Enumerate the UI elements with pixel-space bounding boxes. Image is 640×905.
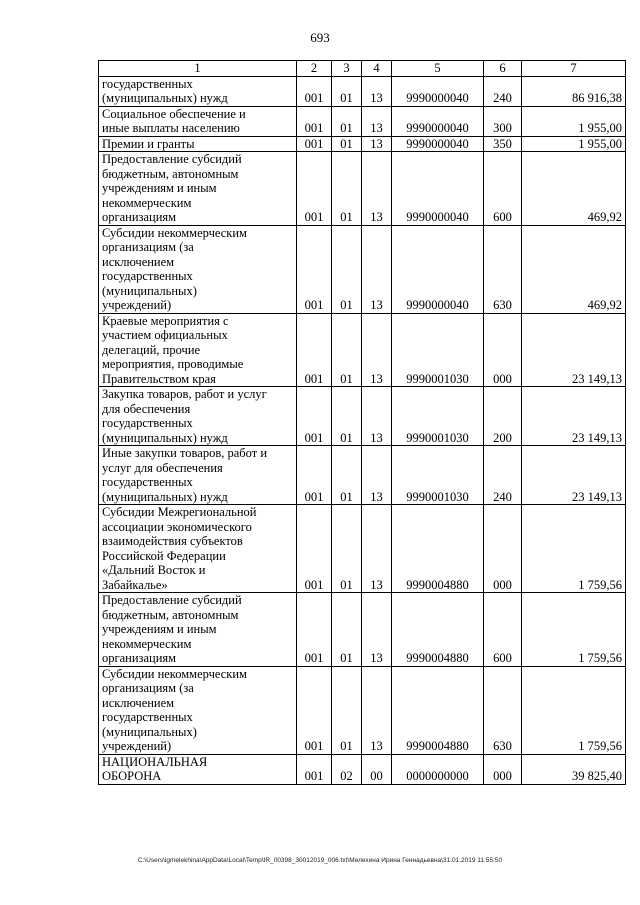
expense-type-code: 350: [484, 136, 522, 152]
table-row: [99, 313, 626, 387]
row-name: [99, 505, 297, 593]
row-name-line: государственных: [102, 269, 193, 283]
ministry-code: 001: [297, 666, 332, 754]
row-name-line: «Дальний Восток и: [102, 563, 206, 577]
row-name-line: Субсидии Межрегиональной: [102, 505, 257, 519]
ministry-code: 001: [297, 76, 332, 106]
row-name-line: Правительством края: [102, 371, 216, 386]
row-name-line: мероприятия, проводимые: [102, 357, 244, 371]
amount: 1 955,00: [522, 106, 626, 136]
section-code: 01: [332, 106, 362, 136]
footer-file-path: C:\Users\igmelekhina\AppData\Local\Temp\IR_00398_30012019_006.txt\Мелехина Ирина Геннадьевна\31.01.2019 11:55:50: [137, 857, 503, 864]
subsection-code: 13: [362, 136, 392, 152]
subsection-code: 13: [362, 505, 392, 593]
row-name-line: (муниципальных) нужд: [102, 489, 228, 504]
target-article-code: 0000000000: [392, 754, 484, 784]
expense-type-code: 200: [484, 387, 522, 446]
ministry-code: 001: [297, 754, 332, 784]
target-article-code: 9990000040: [392, 152, 484, 226]
row-name-line: государственных: [102, 475, 193, 489]
target-article-code: 9990000040: [392, 225, 484, 313]
row-name-line: Премии и гранты: [102, 136, 195, 151]
section-code: 01: [332, 136, 362, 152]
target-article-code: 9990000040: [392, 136, 484, 152]
ministry-code: 001: [297, 593, 332, 667]
row-name: [99, 225, 297, 313]
target-article-code: 9990004880: [392, 593, 484, 667]
section-code: 02: [332, 754, 362, 784]
target-article-code: 9990000040: [392, 106, 484, 136]
amount: 23 149,13: [522, 387, 626, 446]
table-row: [99, 136, 626, 152]
expense-type-code: 240: [484, 446, 522, 505]
table-row: [99, 225, 626, 313]
expense-type-code: 300: [484, 106, 522, 136]
header-col-1: 1: [99, 61, 297, 77]
table-row: [99, 152, 626, 226]
target-article-code: 9990001030: [392, 446, 484, 505]
row-name-line: делегаций, прочие: [102, 342, 201, 357]
ministry-code: 001: [297, 106, 332, 136]
row-name-line: учреждений): [102, 739, 172, 753]
amount: 1 955,00: [522, 136, 626, 152]
page-number: 693: [310, 30, 330, 45]
amount: 23 149,13: [522, 313, 626, 387]
subsection-code: 13: [362, 593, 392, 667]
subsection-code: 00: [362, 754, 392, 784]
row-name-line: учреждений): [102, 298, 172, 312]
header-col-3: 3: [332, 61, 362, 77]
section-code: 01: [332, 313, 362, 387]
table-header-row: [99, 61, 626, 77]
row-name-line: НАЦИОНАЛЬНАЯ: [102, 754, 208, 769]
expense-type-code: 630: [484, 225, 522, 313]
row-name-line: государственных: [102, 710, 193, 724]
amount: 1 759,56: [522, 505, 626, 593]
row-name-line: некоммерческим: [102, 195, 192, 210]
ministry-code: 001: [297, 225, 332, 313]
table-row: [99, 76, 626, 106]
row-name-line: бюджетным, автономным: [102, 607, 239, 622]
row-name-line: для обеспечения: [102, 401, 191, 416]
row-name-line: Социальное обеспечение и: [102, 106, 246, 121]
row-name-line: (муниципальных) нужд: [102, 430, 228, 445]
row-name: [99, 136, 297, 152]
row-name-line: исключением: [102, 695, 175, 710]
amount: 39 825,40: [522, 754, 626, 784]
expense-type-code: 630: [484, 666, 522, 754]
row-name-line: Предоставление субсидий: [102, 593, 242, 607]
table-row: [99, 754, 626, 784]
section-code: 01: [332, 387, 362, 446]
row-name-line: некоммерческим: [102, 636, 192, 651]
table-row: [99, 593, 626, 667]
table-body: [99, 76, 626, 784]
row-name: [99, 313, 297, 387]
row-name: [99, 593, 297, 667]
table-row: [99, 666, 626, 754]
section-code: 01: [332, 76, 362, 106]
row-name-line: ОБОРОНА: [102, 769, 162, 783]
amount: 1 759,56: [522, 666, 626, 754]
row-name-line: взаимодействия субъектов: [102, 534, 243, 548]
section-code: 01: [332, 225, 362, 313]
header-col-5: 5: [392, 61, 484, 77]
subsection-code: 13: [362, 313, 392, 387]
row-name: [99, 387, 297, 446]
subsection-code: 13: [362, 446, 392, 505]
row-name: [99, 76, 297, 106]
ministry-code: 001: [297, 387, 332, 446]
subsection-code: 13: [362, 76, 392, 106]
row-name: [99, 446, 297, 505]
amount: 86 916,38: [522, 76, 626, 106]
header-col-2: 2: [297, 61, 332, 77]
row-name-line: Российской Федерации: [102, 548, 226, 563]
row-name-line: (муниципальных): [102, 283, 197, 298]
row-name-line: государственных: [102, 416, 193, 430]
row-name: [99, 152, 297, 226]
target-article-code: 9990001030: [392, 387, 484, 446]
row-name-line: организациям (за: [102, 681, 194, 695]
row-name-line: учреждениям и иным: [102, 622, 217, 636]
ministry-code: 001: [297, 505, 332, 593]
section-code: 01: [332, 505, 362, 593]
header-col-4: 4: [362, 61, 392, 77]
section-code: 01: [332, 593, 362, 667]
row-name-line: участием официальных: [102, 328, 228, 342]
row-name: [99, 666, 297, 754]
target-article-code: 9990000040: [392, 76, 484, 106]
expense-type-code: 000: [484, 313, 522, 387]
row-name-line: государственных: [102, 76, 193, 91]
amount: 23 149,13: [522, 446, 626, 505]
row-name-line: ассоциации экономического: [102, 519, 252, 534]
table-row: [99, 106, 626, 136]
subsection-code: 13: [362, 225, 392, 313]
row-name-line: бюджетным, автономным: [102, 166, 239, 181]
row-name-line: Закупка товаров, работ и услуг: [102, 387, 267, 401]
row-name-line: (муниципальных): [102, 724, 197, 739]
target-article-code: 9990001030: [392, 313, 484, 387]
row-name-line: Краевые мероприятия с: [102, 313, 229, 328]
ministry-code: 001: [297, 446, 332, 505]
budget-table: [98, 60, 626, 785]
expense-type-code: 240: [484, 76, 522, 106]
row-name-line: Субсидии некоммерческим: [102, 225, 247, 240]
subsection-code: 13: [362, 152, 392, 226]
row-name-line: иные выплаты населению: [102, 121, 240, 135]
header-col-7: 7: [522, 61, 626, 77]
subsection-code: 13: [362, 666, 392, 754]
row-name-line: (муниципальных) нужд: [102, 91, 228, 105]
subsection-code: 13: [362, 387, 392, 446]
row-name-line: учреждениям и иным: [102, 181, 217, 195]
section-code: 01: [332, 152, 362, 226]
table-row: [99, 446, 626, 505]
target-article-code: 9990004880: [392, 666, 484, 754]
row-name: [99, 754, 297, 784]
row-name-line: Забайкалье»: [102, 577, 168, 592]
target-article-code: 9990004880: [392, 505, 484, 593]
row-name-line: организациям: [102, 651, 177, 665]
table-row: [99, 505, 626, 593]
table-row: [99, 387, 626, 446]
amount: 1 759,56: [522, 593, 626, 667]
subsection-code: 13: [362, 106, 392, 136]
expense-type-code: 600: [484, 593, 522, 667]
row-name-line: Предоставление субсидий: [102, 152, 242, 166]
section-code: 01: [332, 666, 362, 754]
row-name-line: услуг для обеспечения: [102, 460, 223, 475]
expense-type-code: 600: [484, 152, 522, 226]
expense-type-code: 000: [484, 505, 522, 593]
ministry-code: 001: [297, 136, 332, 152]
row-name-line: организациям (за: [102, 240, 194, 254]
amount: 469,92: [522, 225, 626, 313]
row-name: [99, 106, 297, 136]
row-name-line: исключением: [102, 254, 175, 269]
row-name-line: Субсидии некоммерческим: [102, 666, 247, 681]
header-col-6: 6: [484, 61, 522, 77]
ministry-code: 001: [297, 313, 332, 387]
amount: 469,92: [522, 152, 626, 226]
expense-type-code: 000: [484, 754, 522, 784]
ministry-code: 001: [297, 152, 332, 226]
section-code: 01: [332, 446, 362, 505]
row-name-line: организациям: [102, 210, 177, 224]
row-name-line: Иные закупки товаров, работ и: [102, 446, 268, 460]
